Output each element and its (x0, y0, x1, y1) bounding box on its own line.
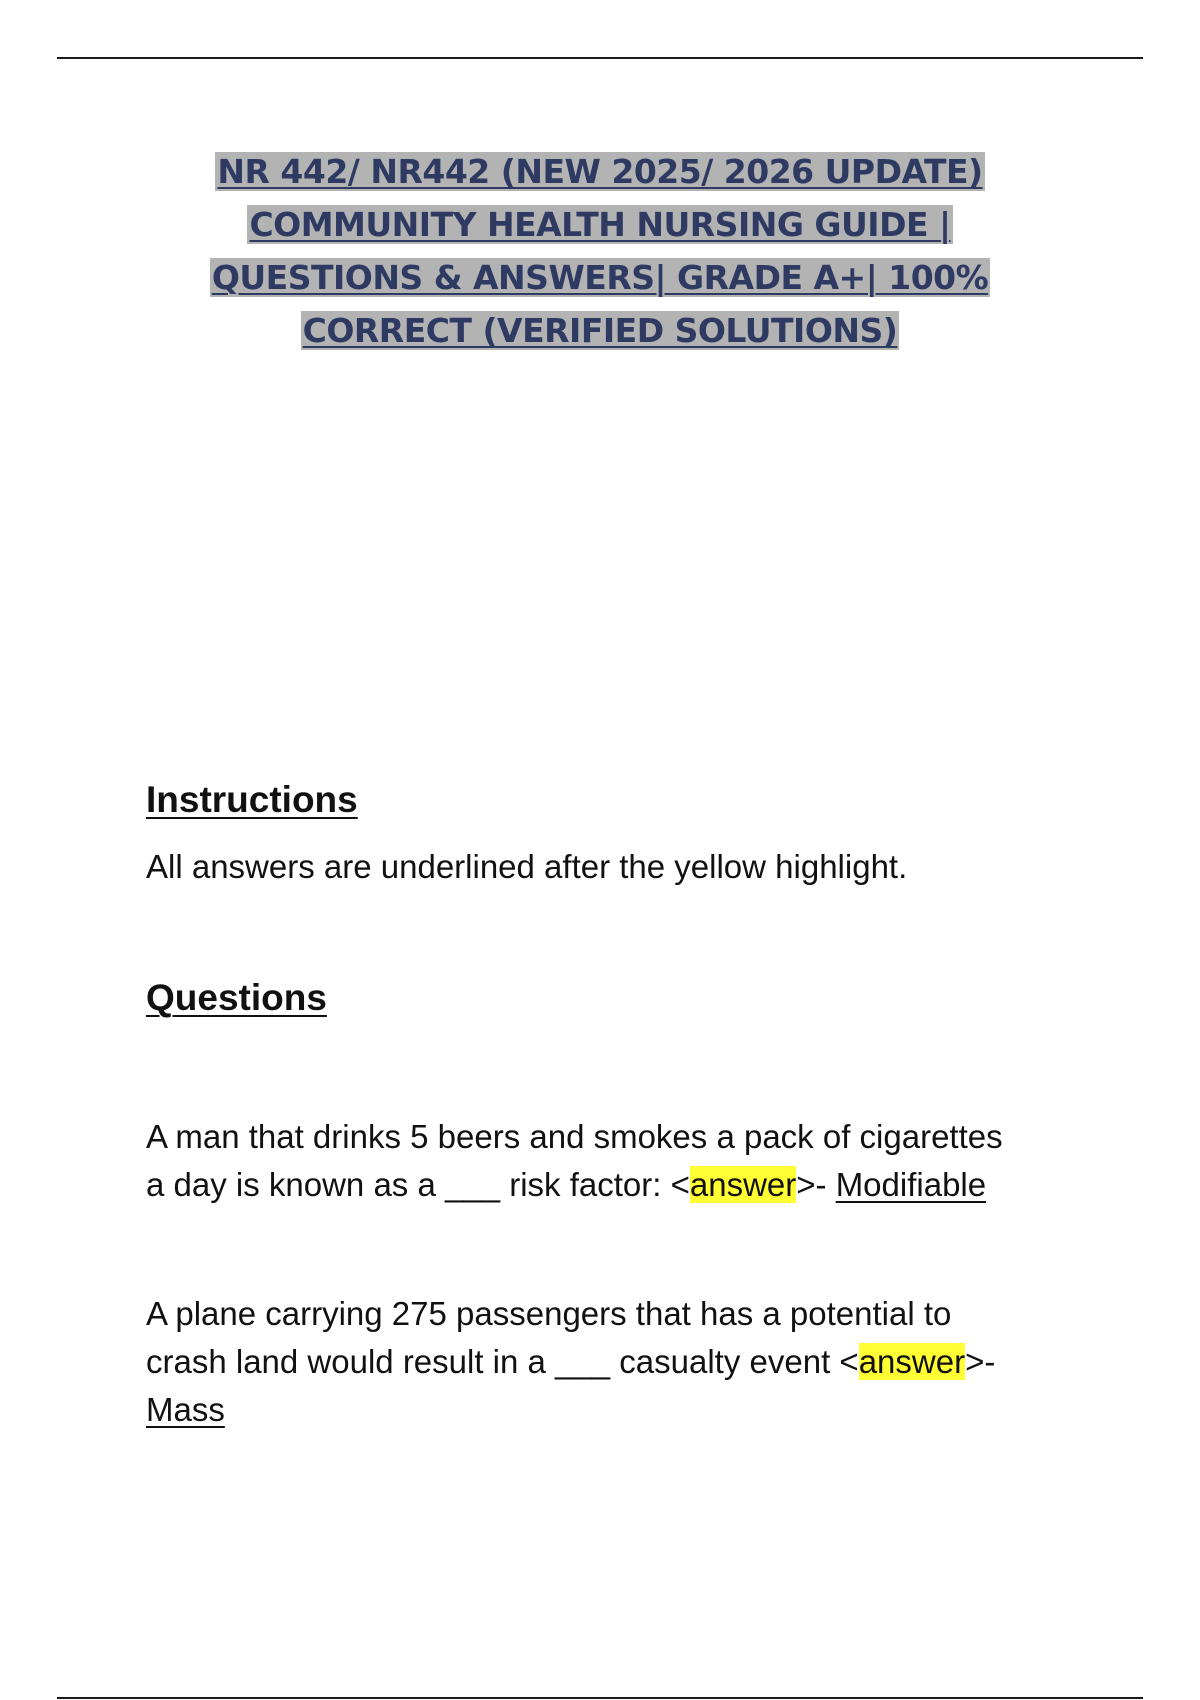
title-line-1: NR 442/ NR442 (NEW 2025/ 2026 UPDATE) (217, 152, 983, 191)
question-text-line: A man that drinks 5 beers and smokes a pack of cigarettes (146, 1118, 1003, 1155)
instructions-heading: Instructions (146, 779, 358, 820)
answer-text: Modifiable (835, 1166, 987, 1203)
question-text-line: crash land would result in a ___ casualty event < (146, 1343, 859, 1380)
answer-highlight: answer (858, 1343, 966, 1380)
answer-separator: >- (965, 1343, 996, 1380)
top-rule (57, 57, 1143, 59)
title-line-4: CORRECT (VERIFIED SOLUTIONS) (302, 311, 898, 350)
answer-highlight: answer (689, 1166, 797, 1203)
title-line-3: QUESTIONS & ANSWERS| GRADE A+| 100% (211, 258, 989, 297)
instructions-text: All answers are underlined after the yellow highlight. (146, 848, 908, 885)
question-text-line: a day is known as a ___ risk factor: < (146, 1166, 690, 1203)
answer-separator: >- (796, 1166, 836, 1203)
question-item-2 (146, 1290, 1106, 1434)
question-text-line: A plane carrying 275 passengers that has a potential to (146, 1295, 952, 1332)
title-line-2: COMMUNITY HEALTH NURSING GUIDE | (249, 205, 951, 244)
answer-text: Mass (146, 1391, 225, 1428)
document-title (150, 145, 1050, 357)
bottom-rule (57, 1697, 1143, 1699)
question-item-1 (146, 1113, 1106, 1209)
questions-heading: Questions (146, 977, 327, 1018)
